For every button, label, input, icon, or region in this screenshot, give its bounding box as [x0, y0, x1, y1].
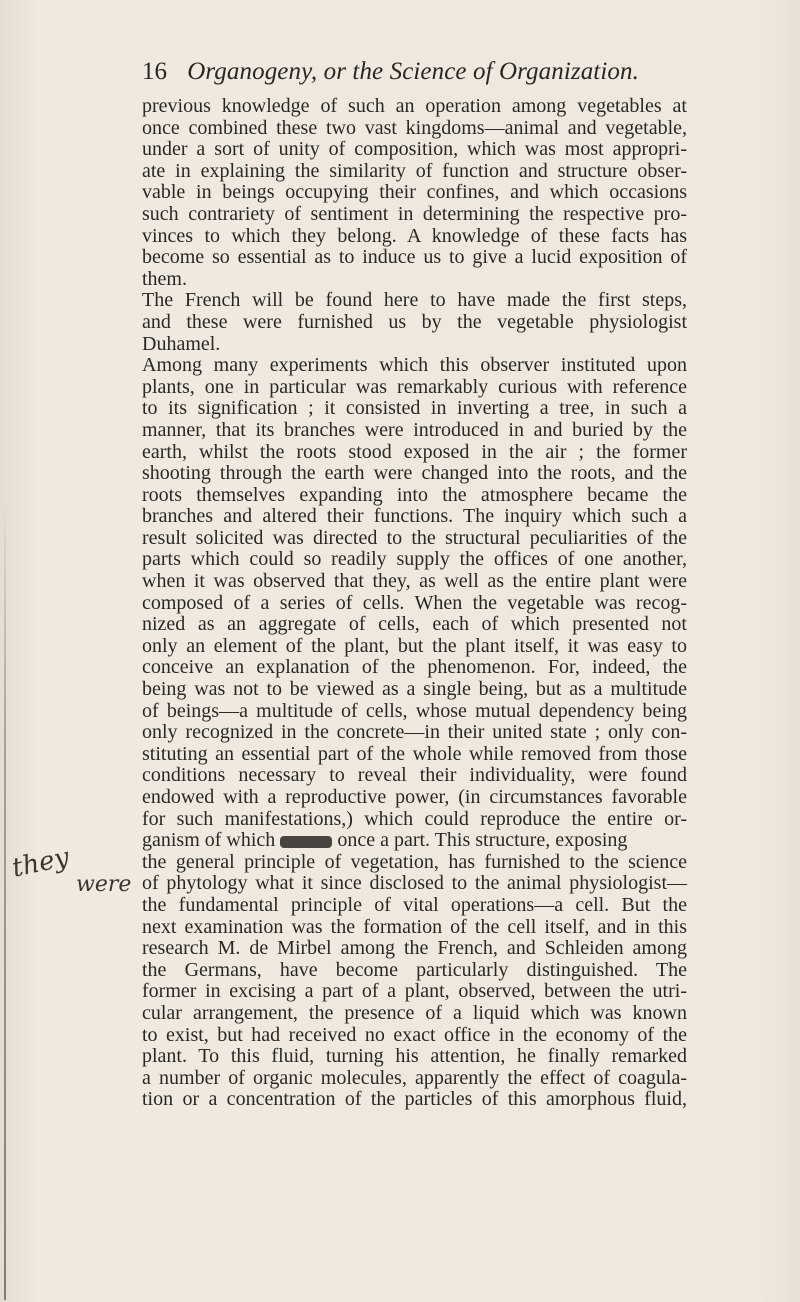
text-line: being was not to be viewed as a single being, but as a multitude	[142, 678, 687, 701]
text-fragment: once a part. This structure, exposing	[337, 829, 628, 852]
text-line: the Germans, have become particularly distinguished. The	[142, 958, 687, 981]
body-text	[142, 96, 687, 1111]
text-line: manner, that its branches were introduced in and buried by the	[142, 418, 687, 441]
text-line: former in excising a part of a plant, observed, between the utri-	[142, 980, 687, 1003]
text-line: under a sort of unity of composition, which was most appropri-	[142, 138, 687, 161]
text-line: next examination was the formation of the cell itself, and in this	[142, 915, 687, 938]
text-line: such contrariety of sentiment in determining the respective pro-	[142, 202, 687, 225]
text-line: vable in beings occupying their confines, and which occasions	[142, 181, 687, 204]
text-line: when it was observed that they, as well as the entire plant were	[142, 570, 687, 593]
text-line: composed of a series of cells. When the vegetable was recog-	[142, 591, 687, 614]
text-line: vinces to which they belong. A knowledge of these facts has	[142, 224, 687, 247]
text-line: roots themselves expanding into the atmosphere became the	[142, 483, 687, 506]
running-header	[142, 58, 702, 86]
page-number: 16	[142, 58, 167, 85]
text-line: a number of organic molecules, apparently the effect of coagula-	[142, 1066, 687, 1089]
text-line: shooting through the earth were changed into the roots, and the	[142, 462, 687, 485]
text-line: of phytology what it since disclosed to the animal physiologist—	[142, 872, 687, 895]
handwritten-margin-note: they	[9, 842, 72, 884]
text-line: and these were furnished us by the vegetable physiologist	[142, 310, 687, 333]
text-line: Among many experiments which this observer instituted upon	[142, 354, 687, 377]
text-line: plants, one in particular was remarkably curious with reference	[142, 375, 687, 398]
text-line: once combined these two vast kingdoms—animal and vegetable,	[142, 116, 687, 139]
text-line: only an element of the plant, but the plant itself, it was easy to	[142, 634, 687, 657]
text-line: ate in explaining the similarity of function and structure obser-	[142, 159, 687, 182]
text-line: conditions necessary to reveal their individuality, were found	[142, 764, 687, 787]
text-line: to exist, but had received no exact office in the economy of the	[142, 1023, 687, 1046]
text-line: Duhamel.	[142, 332, 221, 355]
text-line: of beings—a multitude of cells, whose mutual dependency being	[142, 699, 687, 722]
text-line: to its signification ; it consisted in inverting a tree, in such a	[142, 397, 687, 420]
text-line: them.	[142, 267, 187, 290]
binding-shadow	[4, 500, 6, 1300]
text-line-with-blot	[142, 830, 687, 852]
text-line: conceive an explanation of the phenomenon. For, indeed, the	[142, 656, 687, 679]
text-line: cular arrangement, the presence of a liquid which was known	[142, 1001, 687, 1024]
text-line: branches and altered their functions. The inquiry which such a	[142, 505, 687, 528]
text-line: for such manifestations,) which could reproduce the entire or-	[142, 807, 687, 830]
text-line: only recognized in the concrete—in their united state ; only con-	[142, 721, 687, 744]
running-title: Organogeny, or the Science of Organization.	[187, 58, 639, 85]
text-line: previous knowledge of such an operation among vegetables at	[142, 95, 687, 117]
text-line: research M. de Mirbel among the French, and Schleiden among	[142, 937, 687, 960]
text-line: endowed with a reproductive power, (in circumstances favorable	[142, 786, 687, 808]
text-fragment: ganism of which	[142, 829, 276, 852]
text-line: result solicited was directed to the structural peculiarities of the	[142, 526, 687, 549]
text-line: tion or a concentration of the particles of this amorphous fluid,	[142, 1088, 687, 1111]
ink-blot	[280, 836, 332, 848]
text-line: stituting an essential part of the whole while removed from those	[142, 742, 687, 765]
text-line: The French will be found here to have made the first steps,	[142, 289, 687, 312]
handwritten-margin-note: were	[76, 872, 132, 897]
text-line: earth, whilst the roots stood exposed in the air ; the former	[142, 440, 687, 463]
text-line: the fundamental principle of vital operations—a cell. But the	[142, 893, 687, 916]
text-line: parts which could so readily supply the offices of one another,	[142, 548, 687, 571]
text-line: plant. To this fluid, turning his attention, he finally remarked	[142, 1045, 687, 1068]
text-line: nized as an aggregate of cells, each of which presented not	[142, 613, 687, 636]
text-line: the general principle of vegetation, has furnished to the science	[142, 850, 687, 873]
text-line: become so essential as to induce us to give a lucid exposition of	[142, 246, 687, 269]
